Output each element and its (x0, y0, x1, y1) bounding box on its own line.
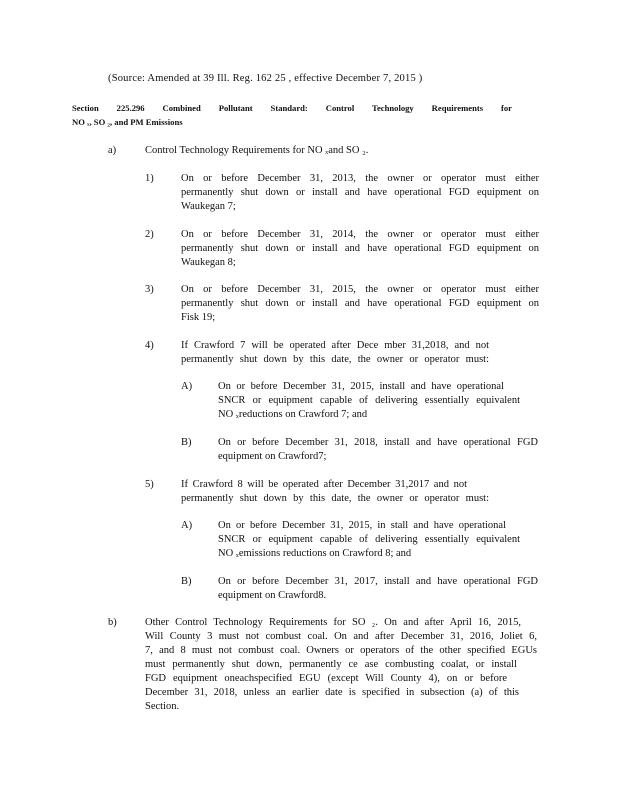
subsection-b-line: December 31, 2018, unless an earlier date is specified in subsection (a) of this (145, 687, 519, 698)
item-line: permanently shut down by this date, the owner or operator must: (181, 354, 489, 365)
item-label: 1) (145, 173, 154, 184)
subitem-line: NO ₓreductions on Crawford 7; and (218, 409, 368, 420)
subitem-line: On or before December 31, 2015, in stall and have operational (218, 520, 506, 531)
subitem-label: B) (181, 576, 192, 587)
subitem-line: equipment on Crawford7; (218, 451, 327, 462)
subsection-b-label: b) (108, 617, 117, 628)
subitem-line: On or before December 31, 2018, install and have operational FGD (218, 437, 538, 448)
item-line: If Crawford 7 will be operated after Dece mber 31,2018, and not (181, 340, 489, 351)
subitem-line: On or before December 31, 2015, install and have operational (218, 381, 504, 392)
item-label: 5) (145, 479, 154, 490)
item-line: If Crawford 8 will be operated after December 31,2017 and not (181, 479, 467, 490)
subitem-line: SNCR or equipment capable of delivering essentially equivalent (218, 534, 520, 545)
item-label: 4) (145, 340, 154, 351)
item-line: On or before December 31, 2015, the owner or operator must either (181, 284, 539, 295)
subsection-b-line: FGD equipment oneachspecified EGU (except Will County 4), on or before (145, 673, 507, 684)
subitem-line: SNCR or equipment capable of delivering essentially equivalent (218, 395, 520, 406)
section-heading-line2: NO ₓ, SO ₂, and PM Emissions (72, 117, 183, 127)
subsection-b-line: Section. (145, 701, 180, 712)
subsection-b-line: Will County 3 must not combust coal. On and after December 31, 2016, Joliet 6, (145, 631, 537, 642)
subitem-line: On or before December 31, 2017, install and have operational FGD (218, 576, 538, 587)
subitem-line: NO ₓemissions reductions on Crawford 8; and (218, 548, 412, 559)
subitem-label: A) (181, 520, 193, 531)
item-label: 3) (145, 284, 154, 295)
subitem-label: B) (181, 437, 192, 448)
item-line: permanently shut down or install and have operational FGD equipment on (181, 243, 539, 254)
section-heading-line1: Section 225.296 Combined Pollutant Standard: Control Technology Requirements for (72, 103, 512, 113)
item-label: 2) (145, 229, 154, 240)
item-line: permanently shut down or install and have operational FGD equipment on (181, 187, 539, 198)
item-line: Waukegan 7; (181, 201, 236, 212)
item-line: On or before December 31, 2013, the owner or operator must either (181, 173, 539, 184)
subsection-b-line: 7, and 8 must not combust coal. Owners or operators of the other specified EGUs (145, 645, 537, 656)
subitem-label: A) (181, 381, 193, 392)
item-line: Waukegan 8; (181, 257, 236, 268)
item-line: permanently shut down by this date, the owner or operator must: (181, 493, 489, 504)
subsection-a-label: a) (108, 145, 117, 156)
subitem-line: equipment on Crawford8. (218, 590, 327, 601)
item-line: Fisk 19; (181, 312, 216, 323)
subsection-b-line: Other Control Technology Requirements for SO ₂. On and after April 16, 2015, (145, 617, 521, 628)
item-line: permanently shut down or install and have operational FGD equipment on (181, 298, 539, 309)
subsection-a-heading: Control Technology Requirements for NO ₓand SO ₂. (145, 145, 369, 156)
subsection-b-line: must permanently shut down, permanently ce ase combusting coalat, or install (145, 659, 517, 670)
item-line: On or before December 31, 2014, the owner or operator must either (181, 229, 539, 240)
source-note: (Source: Amended at 39 Ill. Reg. 162 25 , effective December 7, 2015 ) (108, 73, 423, 84)
